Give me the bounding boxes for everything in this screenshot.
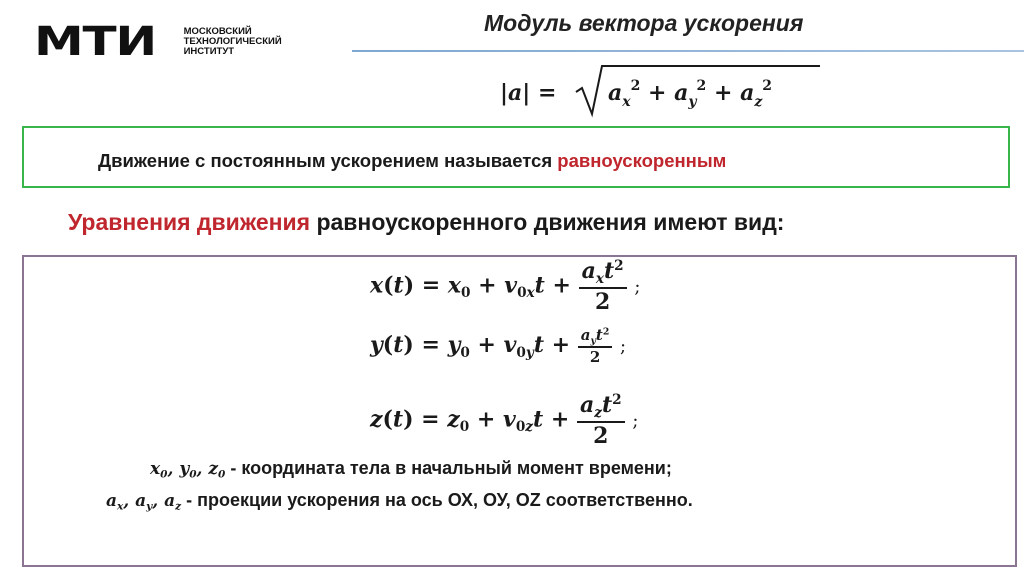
logo-line-2: ТЕХНОЛОГИЧЕСКИЙ xyxy=(183,36,282,47)
note-coords-text: - координата тела в начальный момент времени; xyxy=(225,458,672,478)
equations-heading-highlight: Уравнения движения xyxy=(68,209,311,235)
equation-z: $z(t) = z_0 + v_{0z}t$ + $\frac{a_zt^2}{2}$ ; xyxy=(370,392,639,449)
modulus-formula xyxy=(500,62,820,122)
equation-y: $y(t) = y_0 + v_{0y}t$ + $\frac{a_yt^2}{2}$ ; xyxy=(370,326,627,367)
note-accel-projections xyxy=(106,490,693,513)
definition-main: Движение с постоянным ускорением называется xyxy=(98,150,558,171)
modulus-lhs: |a| = xyxy=(500,80,557,106)
logo-line-1: МОСКОВСКИЙ xyxy=(183,26,252,37)
header-divider xyxy=(352,50,1024,52)
note-coords-vars: $x_0$, $y_0$, $z_0$ xyxy=(150,459,226,481)
note-accel-vars: $a_x$, $a_y$, $a_z$ xyxy=(106,491,182,513)
note-accel-text: - проекции ускорения на ось ОХ, ОУ, OZ соответственно. xyxy=(181,490,693,510)
definition-text xyxy=(98,150,726,172)
note-initial-coords xyxy=(150,458,672,481)
slide-title: Модуль вектора ускорения xyxy=(484,10,804,36)
equations-heading xyxy=(68,209,784,236)
definition-highlight: равноускоренным xyxy=(557,150,727,171)
equations-heading-text: равноускоренного движения имеют вид: xyxy=(310,209,785,235)
logo-caption xyxy=(184,27,282,57)
logo-mark: МТИ xyxy=(34,19,156,65)
logo-line-3: ИНСТИТУТ xyxy=(183,46,235,57)
equation-x: $x(t) = x_0 + v_{0x}t$ + $\frac{a_xt^2}{2}$ ; xyxy=(370,258,641,315)
modulus-rhs: $a_x^2 + a_y^2 + a_z^2$ xyxy=(608,78,773,110)
mti-logo xyxy=(34,19,282,65)
